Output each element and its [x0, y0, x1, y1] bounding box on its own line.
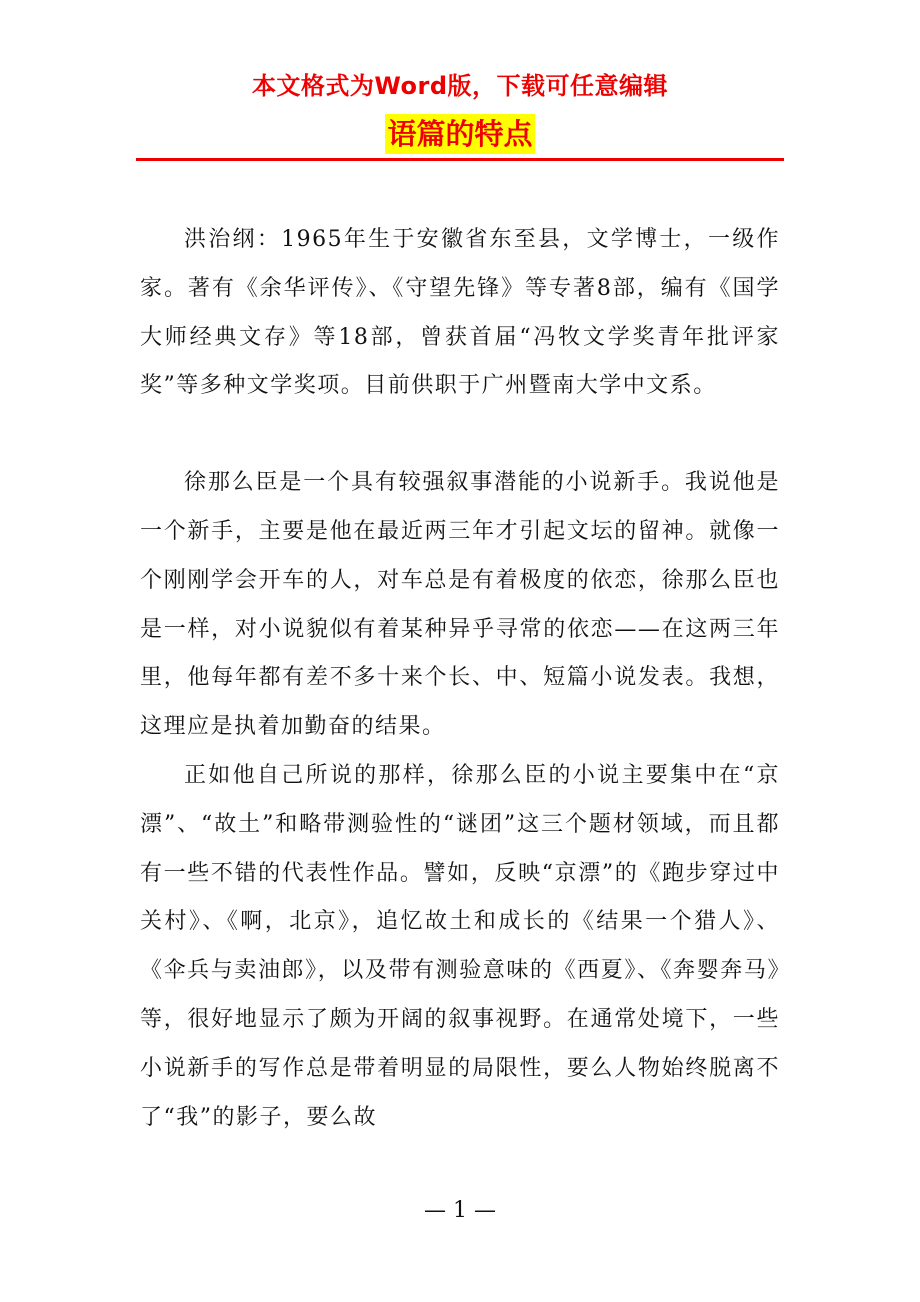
- document-body: [140, 216, 780, 1142]
- title-container: [0, 114, 920, 154]
- page-number: — 1 —: [424, 1198, 496, 1223]
- paragraph-themes: 正如他自己所说的那样，徐那么臣的小说主要集中在“京漂”、“故土”和略带测验性的“谜团”这三个题材领域，而且都有一些不错的代表性作品。譬如，反映“京漂”的《跑步穿过中关村》、《啊，北京》，追忆故土和成长的《结果一个猎人》、《伞兵与卖油郎》，以及带有测验意味的《西夏》、《奔婴奔马》等，很好地显示了颇为开阔的叙事视野。在通常处境下，一些小说新手的写作总是带着明显的局限性，要么人物始终脱离不了“我”的影子，要么故: [140, 762, 780, 1130]
- paragraph-intro: 徐那么臣是一个具有较强叙事潜能的小说新手。我说他是一个新手，主要是他在最近两三年才引起文坛的留神。就像一个刚刚学会开车的人，对车总是有着极度的依恋，徐那么臣也是一样，对小说貌似有着某种异乎寻常的依恋——在这两三年里，他每年都有差不多十来个长、中、短篇小说发表。我想，这理应是执着加勤奋的结果。: [140, 470, 780, 740]
- document-title: 语篇的特点: [385, 114, 534, 154]
- document-banner: 本文格式为Word版，下载可任意编辑: [251, 72, 669, 100]
- paragraph-author-bio: 洪治纲：1965年生于安徽省东至县，文学博士，一级作家。著有《余华评传》、《守望先锋》等专著8部，编有《国学大师经典文存》等18部，曾获首届“冯牧文学奖青年批评家奖”等多种文学奖项。目前供职于广州暨南大学中文系。: [140, 227, 780, 399]
- header-divider: [136, 158, 784, 161]
